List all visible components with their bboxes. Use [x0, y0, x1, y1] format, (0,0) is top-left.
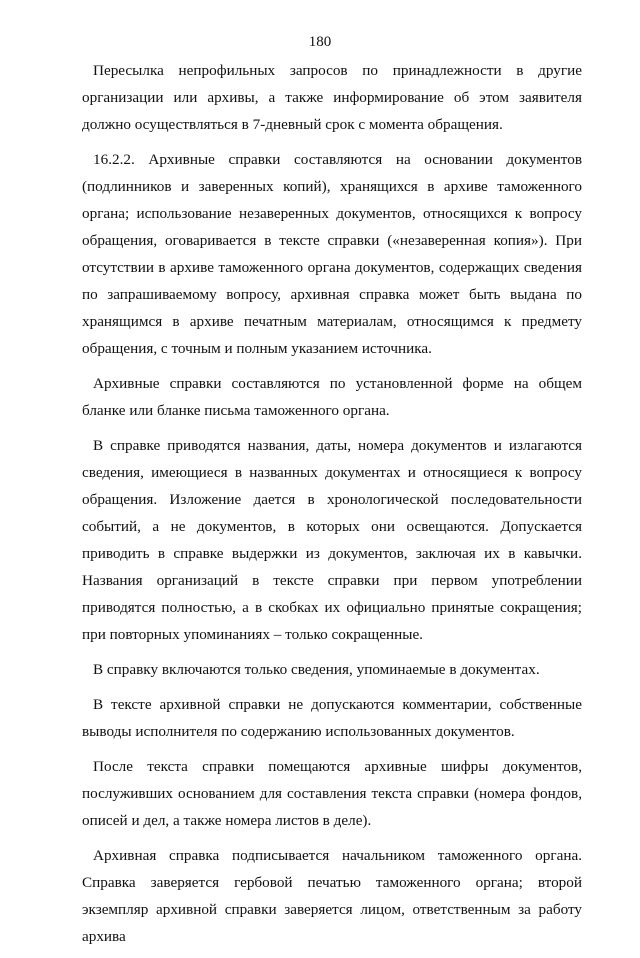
- paragraph-form: Архивные справки составляются по установленной форме на общем бланке или бланке письма таможенного органа.: [82, 375, 582, 419]
- paragraph-16-2-2: 16.2.2. Архивные справки составляются на основании документов (подлинников и заверенных копий), хранящихся в архиве таможенного органа; использование незаверенных документов, относящихся к вопросу обращения, оговаривается в тексте справки («незаверенная копия»). При отсутствии в архиве таможенного органа документов, содержащих сведения по запрашиваемому вопросу, архивная справка может быть выдана по хранящимся в архиве печатным материалам, относящимся к предмету обращения, с точным и полным указанием источника.: [82, 151, 582, 357]
- paragraph-forwarding: Пересылка непрофильных запросов по принадлежности в другие организации или архивы, а также информирование об этом заявителя должно осуществляться в 7-дневный срок с момента обращения.: [82, 62, 582, 133]
- paragraph-signature: Архивная справка подписывается начальником таможенного органа. Справка заверяется гербовой печатью таможенного органа; второй экземпляр архивной справки заверяется лицом, ответственным за работу архива: [82, 847, 582, 945]
- paragraph-included-info: В справку включаются только сведения, упоминаемые в документах.: [93, 661, 540, 678]
- paragraph-contents: В справке приводятся названия, даты, номера документов и излагаются сведения, имеющиеся в названных документах и относящиеся к вопросу обращения. Изложение дается в хронологической последовательности событий, а не документов, в которых они освещаются. Допускается приводить в справке выдержки из документов, заключая их в кавычки. Названия организаций в тексте справки при первом употреблении приводятся полностью, а в скобках их официально принятые сокращения; при повторных упоминаниях – только сокращенные.: [82, 437, 582, 643]
- paragraph-no-comments: В тексте архивной справки не допускаются комментарии, собственные выводы исполнителя по содержанию использованных документов.: [82, 696, 582, 740]
- document-body: [82, 57, 582, 958]
- page-number: 180: [308, 34, 332, 50]
- paragraph-archive-codes: После текста справки помещаются архивные шифры документов, послуживших основанием для составления текста справки (номера фондов, описей и дел, а также номера листов в деле).: [82, 758, 582, 829]
